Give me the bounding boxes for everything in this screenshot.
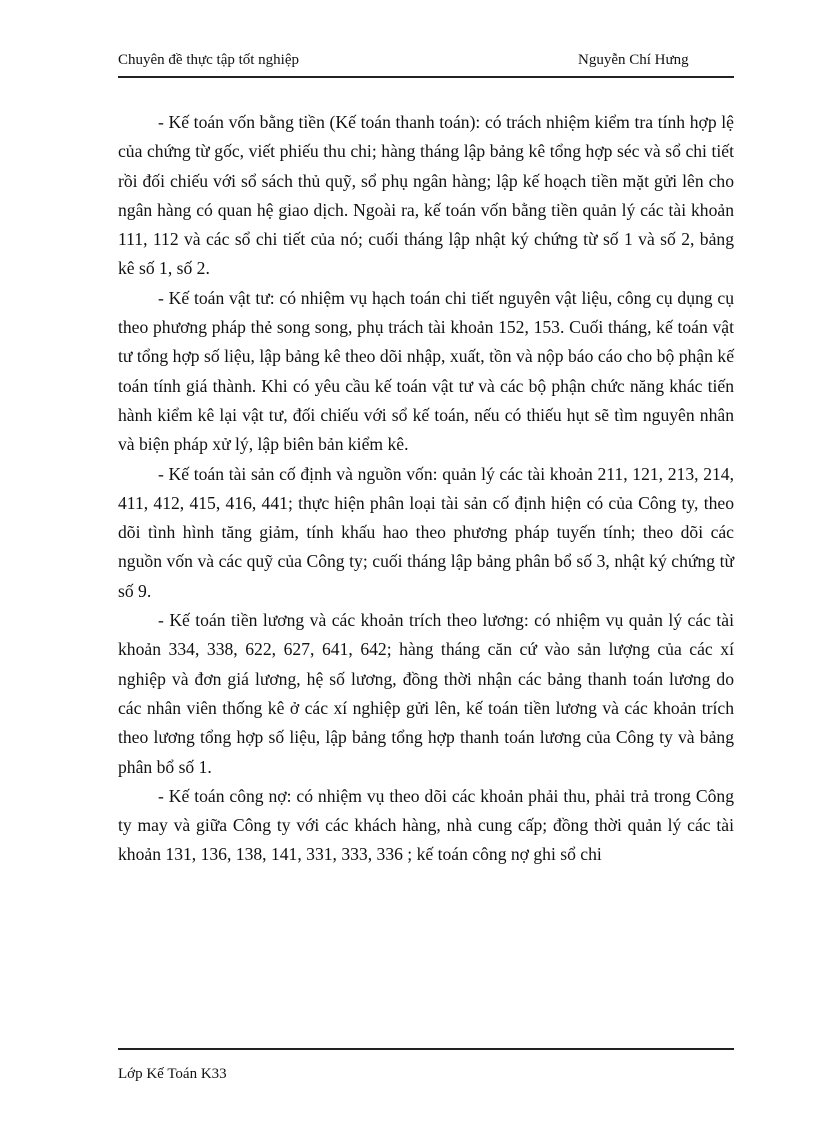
- paragraph-cash-accounting: - Kế toán vốn bằng tiền (Kế toán thanh toán): có trách nhiệm kiểm tra tính hợp lệ của chứng từ gốc, viết phiếu thu chi; hàng tháng lập bảng kê tổng hợp séc và sổ chi tiết rồi đối chiếu với sổ sách thủ quỹ, sổ phụ ngân hàng; lập kế hoạch tiền mặt gửi lên cho ngân hàng có quan hệ giao dịch. Ngoài ra, kế toán vốn bằng tiền quản lý các tài khoản 111, 112 và các sổ chi tiết của nó; cuối tháng lập nhật ký chứng từ số 1 và số 2, bảng kê số 1, số 2.: [118, 112, 734, 279]
- header-author-name: Nguyễn Chí Hưng: [578, 52, 689, 68]
- body-text: [118, 108, 734, 870]
- footer-class-name: Lớp Kế Toán K33: [118, 1066, 227, 1082]
- page-header: [118, 50, 734, 78]
- paragraph-debt-accounting: - Kế toán công nợ: có nhiệm vụ theo dõi các khoản phải thu, phải trả trong Công ty may và giữa Công ty với các khách hàng, nhà cung cấp; đồng thời quản lý các tài khoản 131, 136, 138, 141, 331, 333, 336 ; kế toán công nợ ghi sổ chi: [118, 785, 734, 865]
- paragraph-payroll-accounting: - Kế toán tiền lương và các khoản trích theo lương: có nhiệm vụ quản lý các tài khoản 334, 338, 622, 627, 641, 642; hàng tháng căn cứ vào sản lượng của các xí nghiệp và đơn giá lương, hệ số lương, đồng thời nhận các bảng thanh toán lương do các nhân viên thống kê ở các xí nghiệp gửi lên, kế toán tiền lương và các khoản trích theo lương tổng hợp số liệu, lập bảng tổng hợp thanh toán lương của Công ty và bảng phân bổ số 1.: [118, 610, 734, 777]
- paragraph-fixed-assets-accounting: - Kế toán tài sản cố định và nguồn vốn: quản lý các tài khoản 211, 121, 213, 214, 411, 412, 415, 416, 441; thực hiện phân loại tài sản cố định hiện có của Công ty, theo dõi tình hình tăng giảm, tính khấu hao theo phương pháp tuyến tính; theo dõi các nguồn vốn và các quỹ của Công ty; cuối tháng lập bảng phân bổ số 3, nhật ký chứng từ số 9.: [118, 463, 734, 601]
- paragraph-materials-accounting: - Kế toán vật tư: có nhiệm vụ hạch toán chi tiết nguyên vật liệu, công cụ dụng cụ theo phương pháp thẻ song song, phụ trách tài khoản 152, 153. Cuối tháng, kế toán vật tư tổng hợp số liệu, lập bảng kê theo dõi nhập, xuất, tồn và nộp báo cáo cho bộ phận kế toán tính giá thành. Khi có yêu cầu kế toán vật tư và các bộ phận chức năng khác tiến hành kiểm kê lại vật tư, đối chiếu với sổ kế toán, nếu có thiếu hụt sẽ tìm nguyên nhân và biện pháp xử lý, lập biên bản kiểm kê.: [118, 287, 734, 455]
- header-document-title: Chuyên đề thực tập tốt nghiệp: [118, 52, 300, 68]
- page-footer: [118, 1048, 734, 1083]
